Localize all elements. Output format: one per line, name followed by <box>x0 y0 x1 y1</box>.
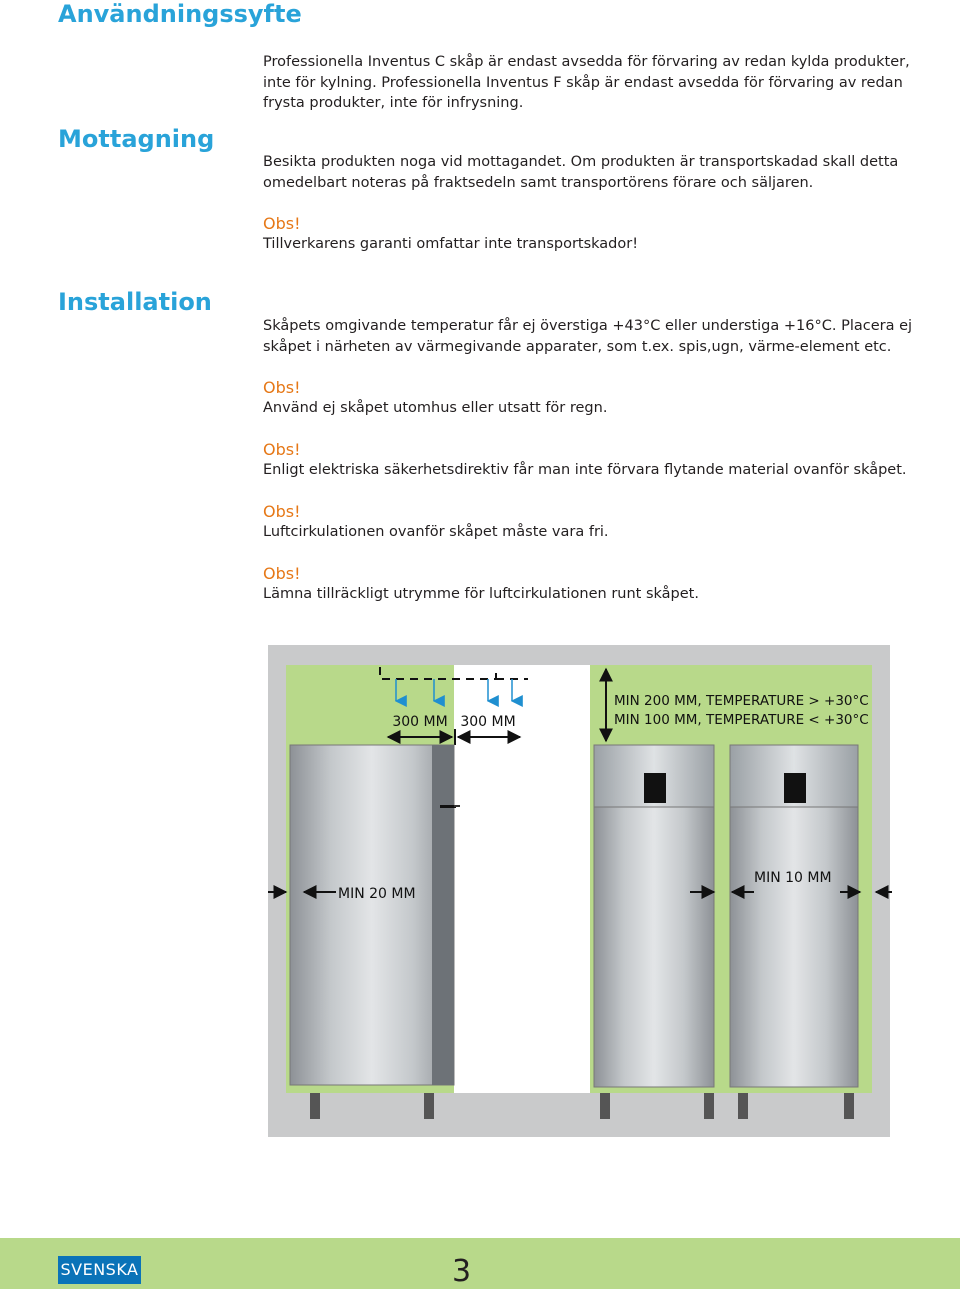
clearance-label-between: MIN 10 MM <box>754 870 832 886</box>
obs-label: Obs! <box>263 564 301 583</box>
footer-bar <box>0 1238 960 1289</box>
receiving-text: Besikta produkten noga vid mottagandet. Om produkten är transportskadad skall detta omedelbart noteras på fraktsedeln samt transportörens förare och säljaren. <box>263 154 899 191</box>
cabinet-side-view <box>290 745 460 1119</box>
obs-label: Obs! <box>263 378 301 397</box>
page-number: 3 <box>452 1254 472 1289</box>
installation-notice <box>263 377 923 419</box>
installation-notice <box>263 501 923 543</box>
installation-text: Skåpets omgivande temperatur får ej överstiga +43°C eller understiga +16°C. Placera ej skåpet i närheten av värmegivande apparater, som t.ex. spis,ugn, värme-element etc. <box>263 318 913 355</box>
cabinet-front-left <box>594 745 714 1119</box>
notice-text: Lämna tillräckligt utrymme för luftcirkulationen runt skåpet. <box>263 586 699 602</box>
notice-text: Tillverkarens garanti omfattar inte transportskador! <box>263 236 639 252</box>
obs-label: Obs! <box>263 440 301 459</box>
clearance-label-300-right: 300 MM <box>460 714 516 730</box>
heading-receiving: Mottagning <box>58 125 215 153</box>
language-badge: SVENSKA <box>58 1256 141 1284</box>
obs-label: Obs! <box>263 502 301 521</box>
clearance-label-top-2: MIN 100 MM, TEMPERATURE < +30°C <box>614 712 869 728</box>
heading-usage: Användningssyfte <box>58 0 302 28</box>
cabinet-front-right <box>730 745 858 1119</box>
notice-text: Enligt elektriska säkerhetsdirektiv får man inte förvara flytande material ovanför skåpet. <box>263 462 907 478</box>
clearance-label-300-left: 300 MM <box>392 714 448 730</box>
installation-notice <box>263 563 923 605</box>
clearance-label-top-1: MIN 200 MM, TEMPERATURE > +30°C <box>614 693 869 709</box>
heading-installation: Installation <box>58 288 212 316</box>
obs-label: Obs! <box>263 214 301 233</box>
receiving-notice <box>263 213 923 255</box>
notice-text: Använd ej skåpet utomhus eller utsatt för regn. <box>263 400 608 416</box>
usage-text: Professionella Inventus C skåp är endast avsedda för förvaring av redan kylda produkter, inte för kylning. Professionella Inventus F skåp är endast avsedda för förvaring av redan frysta produkter, inte för infrysning. <box>263 54 910 111</box>
installation-notice <box>263 439 923 481</box>
clearance-label-side: MIN 20 MM <box>338 886 416 902</box>
notice-text: Luftcirkulationen ovanför skåpet måste vara fri. <box>263 524 609 540</box>
clearance-diagram <box>268 645 892 1141</box>
